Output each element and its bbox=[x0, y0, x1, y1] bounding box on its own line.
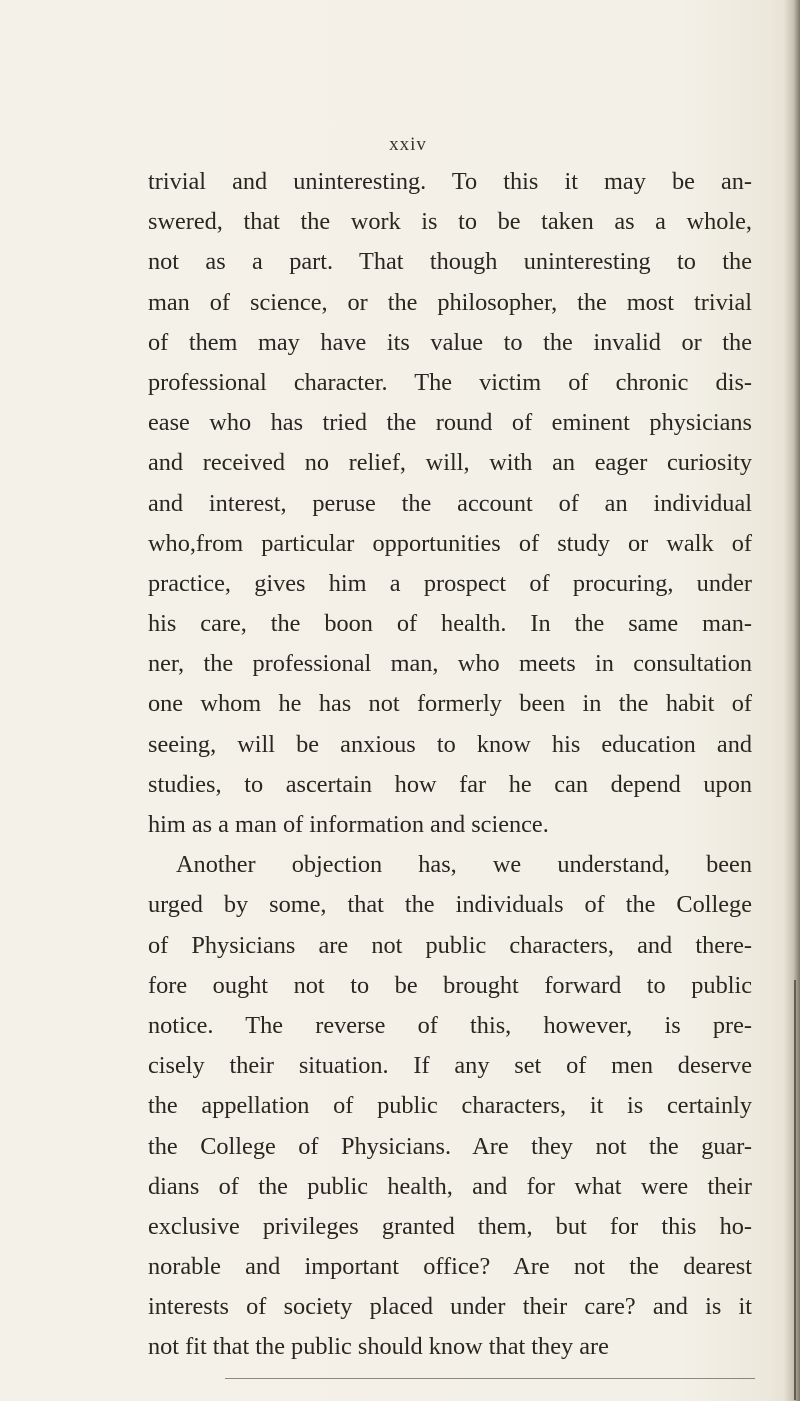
text-line: dians of the public health, and for what were their bbox=[148, 1172, 752, 1200]
text-line: not fit that the public should know that they are bbox=[148, 1333, 609, 1361]
text-line: the appellation of public characters, it is certainly bbox=[148, 1092, 752, 1120]
text-line: cisely their situation. If any set of men deserve bbox=[148, 1052, 752, 1080]
page-number: xxiv bbox=[389, 134, 427, 155]
text-line: one whom he has not formerly been in the habit of bbox=[148, 690, 752, 718]
binding-edge-shadow bbox=[784, 0, 800, 1401]
body-text bbox=[148, 162, 752, 1368]
text-line: fore ought not to be brought forward to public bbox=[148, 971, 752, 999]
text-line: of Physicians are not public characters, and there- bbox=[148, 931, 752, 959]
text-line: and received no relief, will, with an eager curiosity bbox=[148, 449, 752, 477]
text-line: his care, the boon of health. In the same man- bbox=[148, 610, 752, 638]
page-bottom-rule bbox=[225, 1378, 755, 1379]
text-line: professional character. The victim of chronic dis- bbox=[148, 368, 752, 396]
paragraph-end-line: him as a man of information and science. bbox=[148, 811, 549, 838]
text-line: not as a part. That though uninteresting to the bbox=[148, 248, 752, 276]
paragraph-start-line: Another objection has, we understand, been bbox=[176, 851, 752, 879]
text-line: swered, that the work is to be taken as a whole, bbox=[148, 208, 752, 236]
text-line: norable and important office? Are not the dearest bbox=[148, 1253, 752, 1281]
text-line: ner, the professional man, who meets in consultation bbox=[148, 650, 752, 678]
text-line: who,from particular opportunities of study or walk of bbox=[148, 529, 752, 557]
text-line: studies, to ascertain how far he can depend upon bbox=[148, 770, 752, 798]
text-line: seeing, will be anxious to know his education and bbox=[148, 730, 752, 758]
text-line: urged by some, that the individuals of the College bbox=[148, 891, 752, 919]
text-line: and interest, peruse the account of an individual bbox=[148, 489, 752, 517]
text-line: ease who has tried the round of eminent physicians bbox=[148, 409, 752, 437]
text-line: of them may have its value to the invalid or the bbox=[148, 328, 752, 356]
page-edge-line bbox=[794, 980, 796, 1400]
text-line: exclusive privileges granted them, but for this ho- bbox=[148, 1212, 752, 1240]
text-line: notice. The reverse of this, however, is pre- bbox=[148, 1011, 752, 1039]
text-line: man of science, or the philosopher, the most trivial bbox=[148, 288, 752, 316]
text-line: the College of Physicians. Are they not the guar- bbox=[148, 1132, 752, 1160]
text-line: interests of society placed under their care? and is it bbox=[148, 1293, 752, 1321]
text-line: trivial and uninteresting. To this it may be an- bbox=[148, 168, 752, 195]
text-line: practice, gives him a prospect of procuring, under bbox=[148, 569, 752, 597]
